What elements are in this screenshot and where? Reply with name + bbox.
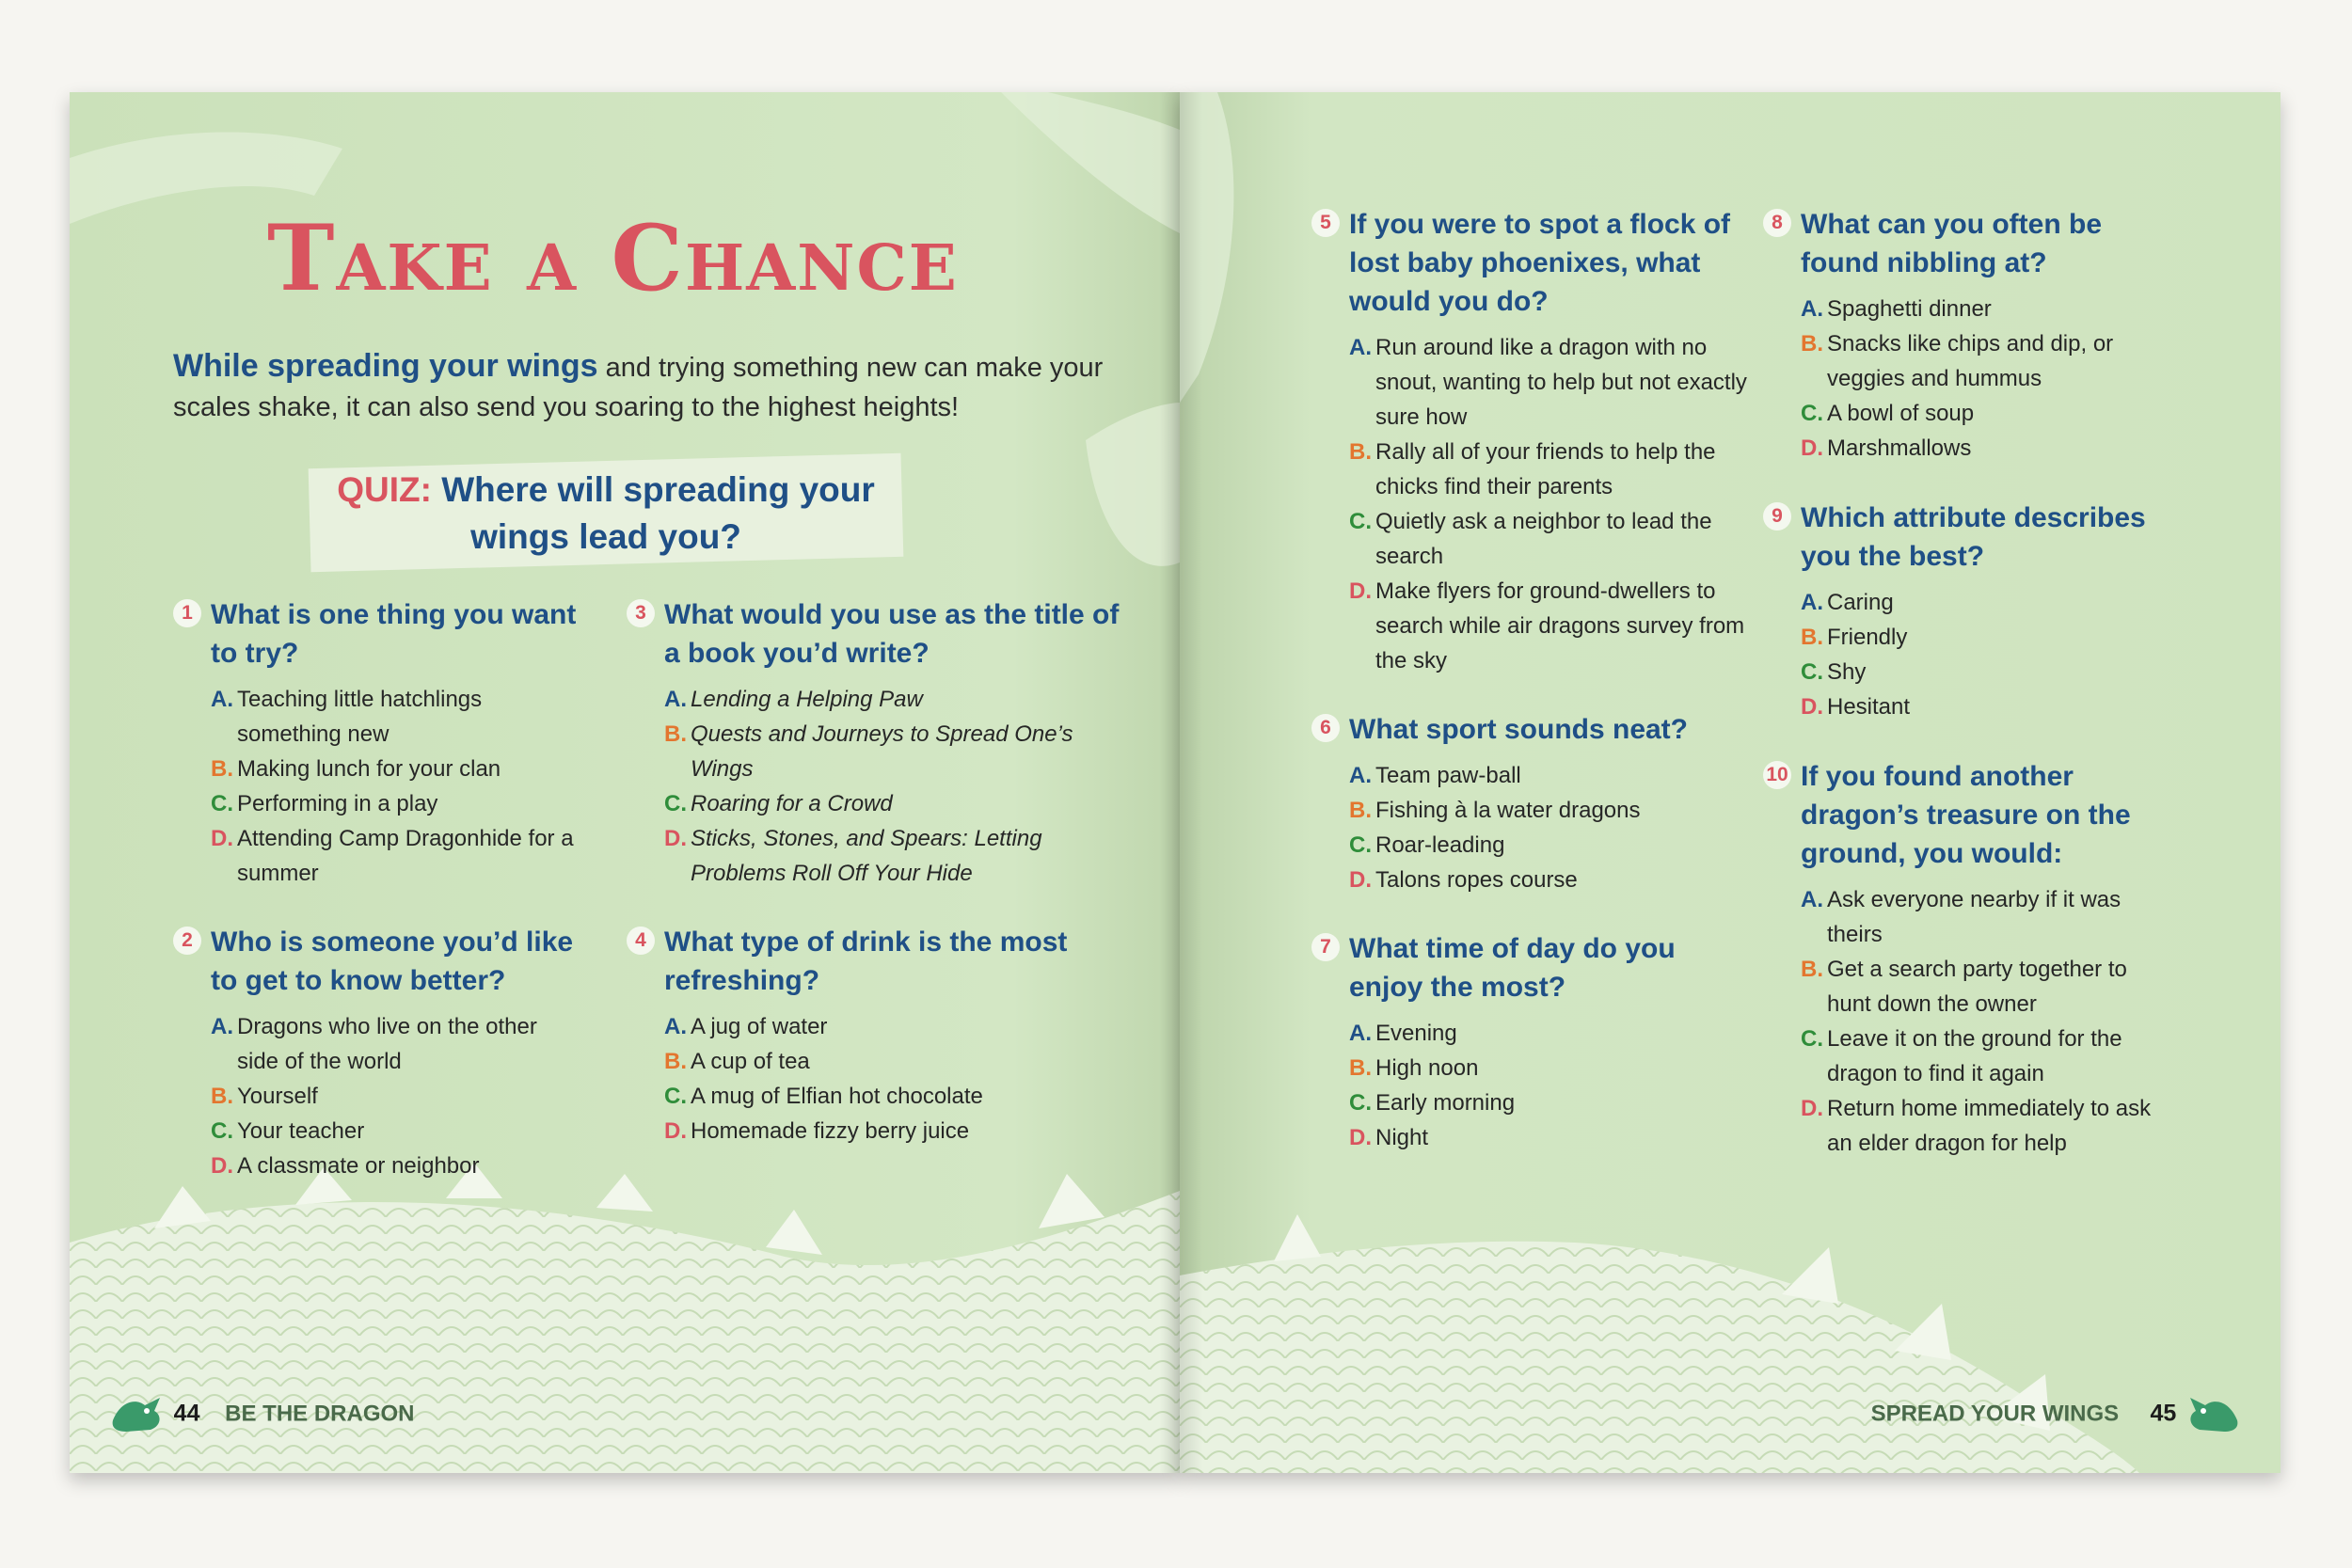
question-text: What sport sounds neat? <box>1349 714 1688 745</box>
option-letter: B. <box>1801 331 1823 356</box>
answer-option[interactable] <box>1801 689 2158 724</box>
option-text: Marshmallows <box>1827 436 1972 461</box>
answer-option[interactable] <box>1349 1016 1707 1051</box>
answer-option[interactable] <box>211 682 578 752</box>
question-3 <box>627 595 1125 891</box>
question-text: What time of day do you enjoy the most? <box>1349 933 1676 1003</box>
option-text: Friendly <box>1827 625 1908 650</box>
option-letter: C. <box>211 791 233 816</box>
option-letter: D. <box>1801 1096 1823 1121</box>
question-number: 8 <box>1763 209 1791 237</box>
option-letter: A. <box>1349 763 1372 788</box>
left-footer <box>107 1392 415 1437</box>
intro-paragraph <box>173 346 1114 427</box>
option-text: Yourself <box>237 1084 318 1109</box>
option-text: A bowl of soup <box>1827 401 1975 426</box>
dragon-icon <box>107 1392 167 1437</box>
question-5 <box>1311 205 1754 678</box>
question-number: 10 <box>1763 761 1791 789</box>
option-text: A classmate or neighbor <box>237 1153 480 1179</box>
option-text: Evening <box>1375 1021 1457 1046</box>
answer-option[interactable] <box>1349 793 1754 828</box>
option-text: Shy <box>1827 659 1867 685</box>
option-text: Making lunch for your clan <box>237 756 501 782</box>
option-letter: C. <box>664 1084 687 1109</box>
option-letter: B. <box>1801 957 1823 982</box>
option-letter: D. <box>1349 1125 1372 1150</box>
question-number: 4 <box>627 927 655 955</box>
option-letter: A. <box>664 687 687 712</box>
answer-option[interactable] <box>1801 1022 2158 1091</box>
answer-option[interactable] <box>664 821 1125 891</box>
right-page <box>1180 92 2280 1473</box>
intro-lead: While spreading your wings <box>173 348 598 384</box>
page-title: Take a Chance <box>267 205 959 311</box>
question-2 <box>173 923 578 1183</box>
option-letter: A. <box>1801 296 1823 322</box>
option-letter: A. <box>1801 590 1823 615</box>
option-text: Attending Camp Dragonhide for a summer <box>237 826 574 886</box>
question-10 <box>1763 757 2158 1161</box>
option-letter: A. <box>211 1014 233 1039</box>
answer-option[interactable] <box>664 1114 1125 1148</box>
option-text: Talons ropes course <box>1375 867 1578 893</box>
page-number: 45 <box>2150 1400 2177 1427</box>
option-text: Caring <box>1827 590 1894 615</box>
option-letter: B. <box>211 756 233 782</box>
intro-text: and trying something new can make your scales shake, it can also send you soaring to the highest heights! <box>173 353 1104 422</box>
option-letter: C. <box>1801 659 1823 685</box>
option-letter: A. <box>664 1014 687 1039</box>
running-head: SPREAD YOUR WINGS <box>1870 1401 2120 1427</box>
right-footer <box>1871 1392 2243 1437</box>
answer-option[interactable] <box>211 821 578 891</box>
option-letter: D. <box>1349 578 1372 604</box>
answer-option[interactable] <box>664 1009 1125 1044</box>
option-text: Sticks, Stones, and Spears: Letting Problems Roll Off Your Hide <box>691 826 1042 886</box>
option-letter: D. <box>1801 694 1823 720</box>
answer-option[interactable] <box>1349 1085 1707 1120</box>
option-letter: D. <box>664 826 687 851</box>
option-letter: A. <box>1801 887 1823 912</box>
option-text: A mug of Elfian hot chocolate <box>691 1084 983 1109</box>
answer-option[interactable] <box>1349 1051 1707 1085</box>
question-number: 9 <box>1763 502 1791 531</box>
option-letter: B. <box>211 1084 233 1109</box>
option-text: Homemade fizzy berry juice <box>691 1118 970 1144</box>
option-letter: C. <box>1801 1026 1823 1052</box>
option-text: Early morning <box>1375 1090 1516 1116</box>
question-number: 7 <box>1311 933 1340 961</box>
option-text: Night <box>1375 1125 1429 1150</box>
answer-option[interactable] <box>1349 828 1754 863</box>
answer-option[interactable] <box>1801 952 2158 1022</box>
question-9 <box>1763 499 2158 724</box>
option-letter: D. <box>664 1118 687 1144</box>
answer-option[interactable] <box>664 1044 1125 1079</box>
option-letter: B. <box>1801 625 1823 650</box>
answer-option[interactable] <box>664 786 1125 821</box>
option-text: Roar-leading <box>1375 832 1505 858</box>
answer-option[interactable] <box>1801 326 2158 396</box>
question-number: 6 <box>1311 714 1340 742</box>
option-text: Spaghetti dinner <box>1827 296 1992 322</box>
option-letter: C. <box>1349 1090 1372 1116</box>
answer-option[interactable] <box>1801 882 2158 952</box>
option-letter: A. <box>1349 335 1372 360</box>
option-text: Quests and Journeys to Spread One’s Wings <box>691 721 1073 782</box>
left-page <box>70 92 1180 1473</box>
page-number: 44 <box>173 1400 200 1427</box>
option-letter: C. <box>1349 509 1372 534</box>
option-text: Teaching little hatchlings something new <box>237 687 483 747</box>
running-head: BE THE DRAGON <box>225 1401 415 1427</box>
answer-option[interactable] <box>1349 1120 1707 1155</box>
quiz-label: QUIZ: <box>337 470 432 509</box>
option-text: Dragons who live on the other side of the world <box>237 1014 537 1074</box>
answer-option[interactable] <box>211 786 578 821</box>
option-letter: D. <box>1801 436 1823 461</box>
question-text: Which attribute describes you the best? <box>1801 502 2146 572</box>
quiz-heading <box>310 467 902 561</box>
option-text: Quietly ask a neighbor to lead the search <box>1375 509 1712 569</box>
option-text: Make flyers for ground-dwellers to search while air dragons survey from the sky <box>1375 578 1745 673</box>
option-text: Leave it on the ground for the dragon to find it again <box>1827 1026 2122 1086</box>
option-text: Performing in a play <box>237 791 438 816</box>
answer-option[interactable] <box>211 1114 578 1148</box>
option-text: Get a search party together to hunt down the owner <box>1827 957 2127 1017</box>
option-text: Roaring for a Crowd <box>691 791 893 816</box>
answer-option[interactable] <box>211 1148 578 1183</box>
answer-option[interactable] <box>1349 330 1754 435</box>
option-letter: C. <box>1349 832 1372 858</box>
question-text: Who is someone you’d like to get to know better? <box>211 927 574 996</box>
option-text: Run around like a dragon with no snout, wanting to help but not exactly sure how <box>1375 335 1747 430</box>
quiz-question: Where will spreading your wings lead you? <box>441 470 875 556</box>
option-letter: B. <box>664 721 687 747</box>
option-letter: A. <box>1349 1021 1372 1046</box>
dragon-icon <box>2183 1392 2243 1437</box>
answer-option[interactable] <box>664 682 1125 717</box>
answer-option[interactable] <box>1349 435 1754 504</box>
answer-option[interactable] <box>1801 655 2158 689</box>
option-letter: B. <box>1349 798 1372 823</box>
option-letter: D. <box>211 826 233 851</box>
option-letter: D. <box>1349 867 1372 893</box>
option-text: High noon <box>1375 1055 1479 1081</box>
question-text: What is one thing you want to try? <box>211 599 577 669</box>
question-7 <box>1311 929 1707 1155</box>
question-number: 1 <box>173 599 201 627</box>
question-text: What type of drink is the most refreshing? <box>664 927 1068 996</box>
option-text: Rally all of your friends to help the chicks find their parents <box>1375 439 1716 499</box>
question-1 <box>173 595 578 891</box>
option-text: Hesitant <box>1827 694 1911 720</box>
question-text: If you found another dragon’s treasure on the ground, you would: <box>1801 761 2131 869</box>
answer-option[interactable] <box>211 1009 578 1079</box>
question-8 <box>1763 205 2158 466</box>
question-text: If you were to spot a flock of lost baby phoenixes, what would you do? <box>1349 209 1731 317</box>
answer-option[interactable] <box>1801 620 2158 655</box>
option-text: Snacks like chips and dip, or veggies and hummus <box>1827 331 2114 391</box>
answer-option[interactable] <box>1349 758 1754 793</box>
option-text: Lending a Helping Paw <box>691 687 923 712</box>
option-letter: B. <box>664 1049 687 1074</box>
question-number: 5 <box>1311 209 1340 237</box>
answer-option[interactable] <box>1349 574 1754 678</box>
option-letter: A. <box>211 687 233 712</box>
answer-option[interactable] <box>211 1079 578 1114</box>
question-6 <box>1311 710 1754 897</box>
answer-option[interactable] <box>1801 431 2158 466</box>
question-number: 3 <box>627 599 655 627</box>
option-letter: C. <box>211 1118 233 1144</box>
question-text: What can you often be found nibbling at? <box>1801 209 2103 278</box>
option-text: A jug of water <box>691 1014 828 1039</box>
option-text: Fishing à la water dragons <box>1375 798 1641 823</box>
option-letter: B. <box>1349 1055 1372 1081</box>
question-text: What would you use as the title of a book you’d write? <box>664 599 1120 669</box>
option-text: Ask everyone nearby if it was theirs <box>1827 887 2122 947</box>
option-letter: B. <box>1349 439 1372 465</box>
answer-option[interactable] <box>211 752 578 786</box>
answer-option[interactable] <box>1801 1091 2158 1161</box>
option-text: Return home immediately to ask an elder dragon for help <box>1827 1096 2152 1156</box>
option-letter: D. <box>211 1153 233 1179</box>
option-text: A cup of tea <box>691 1049 810 1074</box>
answer-option[interactable] <box>1349 504 1754 574</box>
question-4 <box>627 923 1125 1148</box>
option-text: Team paw-ball <box>1375 763 1521 788</box>
answer-option[interactable] <box>664 1079 1125 1114</box>
option-text: Your teacher <box>237 1118 365 1144</box>
answer-option[interactable] <box>1801 292 2158 326</box>
question-number: 2 <box>173 927 201 955</box>
answer-option[interactable] <box>1349 863 1754 897</box>
option-letter: C. <box>664 791 687 816</box>
answer-option[interactable] <box>1801 396 2158 431</box>
answer-option[interactable] <box>664 717 1125 786</box>
answer-option[interactable] <box>1801 585 2158 620</box>
option-letter: C. <box>1801 401 1823 426</box>
